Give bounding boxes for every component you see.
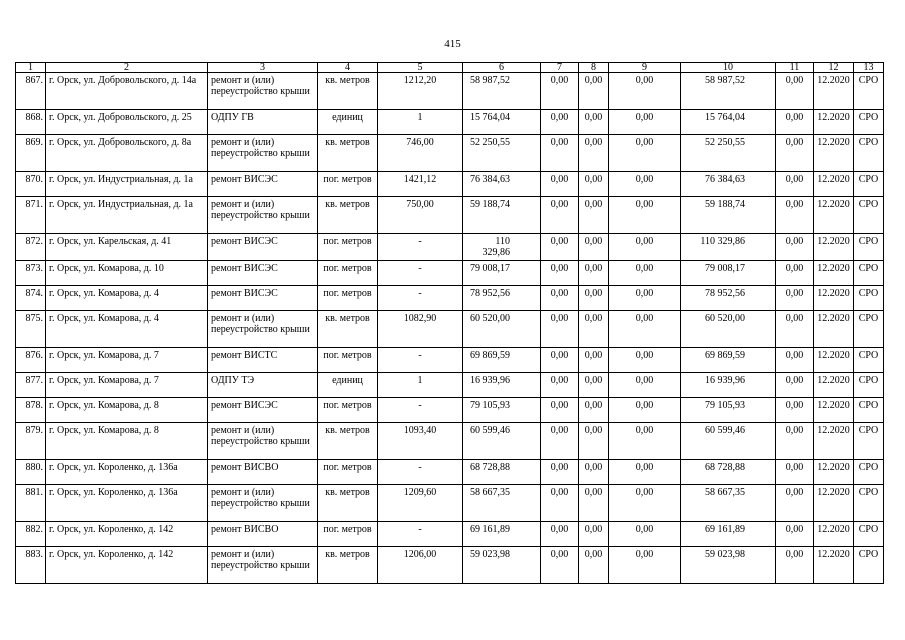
value-cell: 0,00	[579, 423, 609, 460]
row-number: 882.	[16, 522, 46, 547]
table-row	[16, 110, 884, 135]
address-cell: г. Орск, ул. Добровольского, д. 25	[46, 110, 208, 135]
value-cell: 0,00	[579, 460, 609, 485]
source-cell: СРО	[854, 286, 884, 311]
unit-cell: кв. метров	[318, 197, 378, 234]
unit-cell: пог. метров	[318, 234, 378, 261]
value-cell: 0,00	[579, 73, 609, 110]
address-cell: г. Орск, ул. Карельская, д. 41	[46, 234, 208, 261]
regional-fund-cell: 69 869,59	[681, 348, 776, 373]
address-cell: г. Орск, ул. Короленко, д. 142	[46, 522, 208, 547]
source-cell: СРО	[854, 522, 884, 547]
work-type-cell: ремонт и (или) переустройство крыши	[208, 547, 318, 584]
quantity-cell: 1	[378, 110, 463, 135]
unit-cell: кв. метров	[318, 73, 378, 110]
value-cell: 0,00	[541, 485, 579, 522]
value-cell: 0,00	[579, 485, 609, 522]
row-number: 881.	[16, 485, 46, 522]
row-number: 874.	[16, 286, 46, 311]
value-cell: 0,00	[609, 522, 681, 547]
value-cell: 0,00	[579, 348, 609, 373]
table-row	[16, 234, 884, 261]
quantity-cell: -	[378, 398, 463, 423]
completion-date-cell: 12.2020	[814, 522, 854, 547]
value-cell: 0,00	[541, 286, 579, 311]
value-cell: 0,00	[776, 135, 814, 172]
table-row	[16, 261, 884, 286]
value-cell: 0,00	[579, 373, 609, 398]
value-cell: 0,00	[776, 522, 814, 547]
quantity-cell: 1093,40	[378, 423, 463, 460]
completion-date-cell: 12.2020	[814, 286, 854, 311]
value-cell: 0,00	[609, 172, 681, 197]
value-cell: 0,00	[579, 286, 609, 311]
unit-cell: пог. метров	[318, 261, 378, 286]
value-cell: 0,00	[541, 311, 579, 348]
source-cell: СРО	[854, 423, 884, 460]
value-cell: 0,00	[609, 547, 681, 584]
work-type-cell: ремонт и (или) переустройство крыши	[208, 197, 318, 234]
row-number: 880.	[16, 460, 46, 485]
value-cell: 0,00	[579, 261, 609, 286]
completion-date-cell: 12.2020	[814, 423, 854, 460]
unit-cell: пог. метров	[318, 286, 378, 311]
completion-date-cell: 12.2020	[814, 110, 854, 135]
value-cell: 0,00	[609, 423, 681, 460]
value-cell: 0,00	[541, 460, 579, 485]
value-cell: 0,00	[579, 522, 609, 547]
work-type-cell: ремонт ВИСЭС	[208, 172, 318, 197]
unit-cell: кв. метров	[318, 311, 378, 348]
address-cell: г. Орск, ул. Комарова, д. 10	[46, 261, 208, 286]
regional-fund-cell: 76 384,63	[681, 172, 776, 197]
completion-date-cell: 12.2020	[814, 373, 854, 398]
value-cell: 0,00	[579, 135, 609, 172]
row-number: 869.	[16, 135, 46, 172]
quantity-cell: 750,00	[378, 197, 463, 234]
quantity-cell: 1	[378, 373, 463, 398]
value-cell: 0,00	[776, 398, 814, 423]
value-cell: 0,00	[541, 135, 579, 172]
regional-fund-cell: 110 329,86	[681, 234, 776, 261]
column-header: 1	[16, 63, 46, 73]
value-cell: 0,00	[541, 547, 579, 584]
source-cell: СРО	[854, 311, 884, 348]
regional-fund-cell: 58 987,52	[681, 73, 776, 110]
value-cell: 0,00	[541, 197, 579, 234]
unit-cell: пог. метров	[318, 398, 378, 423]
regional-fund-cell: 60 520,00	[681, 311, 776, 348]
total-cost-cell: 58 987,52	[463, 73, 541, 110]
value-cell: 0,00	[579, 197, 609, 234]
quantity-cell: -	[378, 261, 463, 286]
row-number: 877.	[16, 373, 46, 398]
table-row	[16, 547, 884, 584]
table-row	[16, 460, 884, 485]
address-cell: г. Орск, ул. Индустриальная, д. 1а	[46, 172, 208, 197]
value-cell: 0,00	[609, 197, 681, 234]
address-cell: г. Орск, ул. Комарова, д. 8	[46, 423, 208, 460]
total-cost-cell: 79 008,17	[463, 261, 541, 286]
row-number: 878.	[16, 398, 46, 423]
value-cell: 0,00	[541, 522, 579, 547]
table-row	[16, 135, 884, 172]
value-cell: 0,00	[579, 110, 609, 135]
value-cell: 0,00	[776, 234, 814, 261]
address-cell: г. Орск, ул. Добровольского, д. 14а	[46, 73, 208, 110]
total-cost-cell: 79 105,93	[463, 398, 541, 423]
total-cost-cell: 59 023,98	[463, 547, 541, 584]
value-cell: 0,00	[609, 348, 681, 373]
quantity-cell: 1421,12	[378, 172, 463, 197]
work-type-cell: ремонт ВИСЭС	[208, 286, 318, 311]
regional-fund-cell: 16 939,96	[681, 373, 776, 398]
address-cell: г. Орск, ул. Короленко, д. 136а	[46, 485, 208, 522]
regional-fund-cell: 78 952,56	[681, 286, 776, 311]
unit-cell: кв. метров	[318, 423, 378, 460]
completion-date-cell: 12.2020	[814, 311, 854, 348]
source-cell: СРО	[854, 373, 884, 398]
source-cell: СРО	[854, 398, 884, 423]
source-cell: СРО	[854, 348, 884, 373]
source-cell: СРО	[854, 110, 884, 135]
row-number: 868.	[16, 110, 46, 135]
value-cell: 0,00	[579, 172, 609, 197]
unit-cell: пог. метров	[318, 172, 378, 197]
quantity-cell: -	[378, 522, 463, 547]
row-number: 871.	[16, 197, 46, 234]
address-cell: г. Орск, ул. Комарова, д. 7	[46, 348, 208, 373]
value-cell: 0,00	[579, 234, 609, 261]
source-cell: СРО	[854, 460, 884, 485]
column-header: 4	[318, 63, 378, 73]
work-type-cell: ОДПУ ТЭ	[208, 373, 318, 398]
quantity-cell: 1212,20	[378, 73, 463, 110]
value-cell: 0,00	[541, 110, 579, 135]
work-type-cell: ремонт ВИСЭС	[208, 398, 318, 423]
completion-date-cell: 12.2020	[814, 398, 854, 423]
value-cell: 0,00	[776, 547, 814, 584]
work-type-cell: ремонт и (или) переустройство крыши	[208, 423, 318, 460]
regional-fund-cell: 79 008,17	[681, 261, 776, 286]
table-row	[16, 522, 884, 547]
total-cost-cell: 110 329,86	[463, 234, 541, 261]
unit-cell: кв. метров	[318, 547, 378, 584]
column-header: 6	[463, 63, 541, 73]
unit-cell: пог. метров	[318, 522, 378, 547]
row-number: 867.	[16, 73, 46, 110]
completion-date-cell: 12.2020	[814, 460, 854, 485]
completion-date-cell: 12.2020	[814, 547, 854, 584]
work-type-cell: ремонт ВИСТС	[208, 348, 318, 373]
value-cell: 0,00	[776, 73, 814, 110]
value-cell: 0,00	[541, 73, 579, 110]
completion-date-cell: 12.2020	[814, 485, 854, 522]
quantity-cell: 1206,00	[378, 547, 463, 584]
work-type-cell: ремонт ВИСВО	[208, 460, 318, 485]
completion-date-cell: 12.2020	[814, 172, 854, 197]
quantity-cell: 1082,90	[378, 311, 463, 348]
value-cell: 0,00	[541, 423, 579, 460]
value-cell: 0,00	[776, 348, 814, 373]
address-cell: г. Орск, ул. Добровольского, д. 8а	[46, 135, 208, 172]
column-header: 8	[579, 63, 609, 73]
column-header: 9	[609, 63, 681, 73]
source-cell: СРО	[854, 485, 884, 522]
work-type-cell: ремонт ВИСЭС	[208, 261, 318, 286]
completion-date-cell: 12.2020	[814, 135, 854, 172]
column-header: 11	[776, 63, 814, 73]
value-cell: 0,00	[776, 197, 814, 234]
work-type-cell: ремонт и (или) переустройство крыши	[208, 485, 318, 522]
column-header: 7	[541, 63, 579, 73]
address-cell: г. Орск, ул. Комарова, д. 4	[46, 286, 208, 311]
unit-cell: кв. метров	[318, 135, 378, 172]
value-cell: 0,00	[579, 311, 609, 348]
work-type-cell: ремонт и (или) переустройство крыши	[208, 73, 318, 110]
column-header: 2	[46, 63, 208, 73]
row-number: 875.	[16, 311, 46, 348]
work-type-cell: ОДПУ ГВ	[208, 110, 318, 135]
total-cost-cell: 78 952,56	[463, 286, 541, 311]
value-cell: 0,00	[776, 460, 814, 485]
table-row	[16, 485, 884, 522]
work-type-cell: ремонт и (или) переустройство крыши	[208, 311, 318, 348]
column-header: 3	[208, 63, 318, 73]
total-cost-cell: 16 939,96	[463, 373, 541, 398]
value-cell: 0,00	[609, 261, 681, 286]
total-cost-cell: 60 520,00	[463, 311, 541, 348]
table-row	[16, 197, 884, 234]
value-cell: 0,00	[609, 460, 681, 485]
table-row	[16, 73, 884, 110]
completion-date-cell: 12.2020	[814, 197, 854, 234]
address-cell: г. Орск, ул. Короленко, д. 142	[46, 547, 208, 584]
value-cell: 0,00	[776, 373, 814, 398]
repair-schedule-table	[15, 62, 884, 584]
address-cell: г. Орск, ул. Комарова, д. 8	[46, 398, 208, 423]
table-row	[16, 286, 884, 311]
completion-date-cell: 12.2020	[814, 348, 854, 373]
source-cell: СРО	[854, 172, 884, 197]
regional-fund-cell: 60 599,46	[681, 423, 776, 460]
value-cell: 0,00	[609, 398, 681, 423]
quantity-cell: -	[378, 460, 463, 485]
value-cell: 0,00	[609, 73, 681, 110]
address-cell: г. Орск, ул. Комарова, д. 7	[46, 373, 208, 398]
value-cell: 0,00	[609, 234, 681, 261]
regional-fund-cell: 79 105,93	[681, 398, 776, 423]
column-header: 10	[681, 63, 776, 73]
unit-cell: пог. метров	[318, 460, 378, 485]
total-cost-cell: 59 188,74	[463, 197, 541, 234]
value-cell: 0,00	[579, 547, 609, 584]
regional-fund-cell: 52 250,55	[681, 135, 776, 172]
source-cell: СРО	[854, 547, 884, 584]
source-cell: СРО	[854, 135, 884, 172]
value-cell: 0,00	[541, 261, 579, 286]
total-cost-cell: 52 250,55	[463, 135, 541, 172]
table-row	[16, 373, 884, 398]
address-cell: г. Орск, ул. Комарова, д. 4	[46, 311, 208, 348]
table-row	[16, 348, 884, 373]
total-cost-cell: 60 599,46	[463, 423, 541, 460]
work-type-cell: ремонт ВИСЭС	[208, 234, 318, 261]
unit-cell: единиц	[318, 373, 378, 398]
unit-cell: кв. метров	[318, 485, 378, 522]
regional-fund-cell: 59 023,98	[681, 547, 776, 584]
value-cell: 0,00	[541, 373, 579, 398]
row-number: 876.	[16, 348, 46, 373]
value-cell: 0,00	[776, 172, 814, 197]
unit-cell: единиц	[318, 110, 378, 135]
total-cost-cell: 15 764,04	[463, 110, 541, 135]
row-number: 870.	[16, 172, 46, 197]
quantity-cell: -	[378, 286, 463, 311]
value-cell: 0,00	[541, 348, 579, 373]
quantity-cell: -	[378, 234, 463, 261]
unit-cell: пог. метров	[318, 348, 378, 373]
value-cell: 0,00	[776, 311, 814, 348]
value-cell: 0,00	[609, 373, 681, 398]
table-row	[16, 423, 884, 460]
work-type-cell: ремонт ВИСВО	[208, 522, 318, 547]
column-number-row	[16, 63, 884, 73]
work-type-cell: ремонт и (или) переустройство крыши	[208, 135, 318, 172]
row-number: 873.	[16, 261, 46, 286]
value-cell: 0,00	[776, 423, 814, 460]
row-number: 883.	[16, 547, 46, 584]
source-cell: СРО	[854, 197, 884, 234]
address-cell: г. Орск, ул. Индустриальная, д. 1а	[46, 197, 208, 234]
quantity-cell: 746,00	[378, 135, 463, 172]
total-cost-cell: 58 667,35	[463, 485, 541, 522]
regional-fund-cell: 15 764,04	[681, 110, 776, 135]
total-cost-cell: 76 384,63	[463, 172, 541, 197]
total-cost-cell: 68 728,88	[463, 460, 541, 485]
source-cell: СРО	[854, 73, 884, 110]
value-cell: 0,00	[541, 398, 579, 423]
value-cell: 0,00	[609, 311, 681, 348]
completion-date-cell: 12.2020	[814, 234, 854, 261]
value-cell: 0,00	[776, 261, 814, 286]
value-cell: 0,00	[609, 135, 681, 172]
address-cell: г. Орск, ул. Короленко, д. 136а	[46, 460, 208, 485]
column-header: 13	[854, 63, 884, 73]
total-cost-cell: 69 161,89	[463, 522, 541, 547]
value-cell: 0,00	[609, 286, 681, 311]
regional-fund-cell: 59 188,74	[681, 197, 776, 234]
page-number: 415	[444, 38, 461, 50]
quantity-cell: 1209,60	[378, 485, 463, 522]
total-cost-cell: 69 869,59	[463, 348, 541, 373]
row-number: 872.	[16, 234, 46, 261]
completion-date-cell: 12.2020	[814, 73, 854, 110]
value-cell: 0,00	[776, 110, 814, 135]
quantity-cell: -	[378, 348, 463, 373]
value-cell: 0,00	[579, 398, 609, 423]
regional-fund-cell: 68 728,88	[681, 460, 776, 485]
table-row	[16, 172, 884, 197]
table-row	[16, 311, 884, 348]
value-cell: 0,00	[609, 485, 681, 522]
value-cell: 0,00	[776, 286, 814, 311]
column-header: 12	[814, 63, 854, 73]
value-cell: 0,00	[609, 110, 681, 135]
column-header: 5	[378, 63, 463, 73]
completion-date-cell: 12.2020	[814, 261, 854, 286]
regional-fund-cell: 69 161,89	[681, 522, 776, 547]
row-number: 879.	[16, 423, 46, 460]
source-cell: СРО	[854, 261, 884, 286]
value-cell: 0,00	[776, 485, 814, 522]
value-cell: 0,00	[541, 234, 579, 261]
value-cell: 0,00	[541, 172, 579, 197]
table-row	[16, 398, 884, 423]
regional-fund-cell: 58 667,35	[681, 485, 776, 522]
source-cell: СРО	[854, 234, 884, 261]
